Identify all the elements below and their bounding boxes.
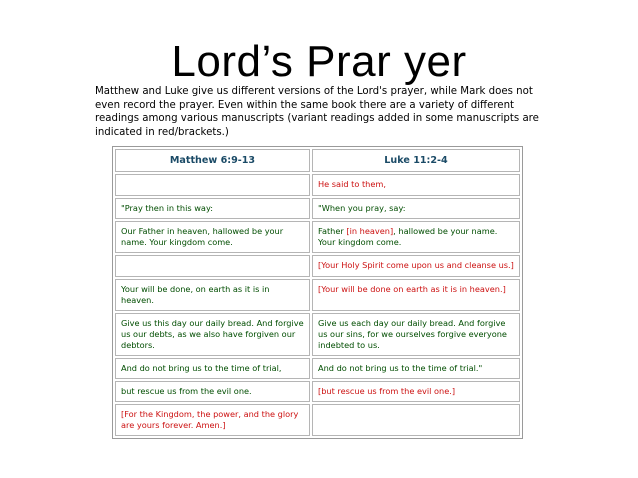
table-row — [115, 313, 520, 356]
table-row — [115, 221, 520, 253]
comparison-table — [112, 146, 523, 439]
luke-cell: He said to them, — [312, 174, 520, 196]
luke-cell: "When you pray, say: — [312, 198, 520, 219]
table-header-row — [115, 149, 520, 172]
luke-cell: [Your Holy Spirit come upon us and cleanse us.] — [312, 255, 520, 277]
intro-paragraph: Matthew and Luke give us different versions of the Lord's prayer, while Mark does not even record the prayer. Even within the same book there are a variety of different readings among various manuscripts (variant readings added in some manuscripts are indicated in red/brackets.) — [95, 86, 539, 138]
luke-variant-text: [in heaven] — [346, 226, 394, 236]
header-luke: Luke 11:2-4 — [312, 149, 520, 172]
luke-text: Father — [318, 226, 347, 236]
table-row — [115, 279, 520, 311]
table-row — [115, 255, 520, 277]
luke-cell — [312, 221, 520, 253]
luke-cell — [312, 404, 520, 436]
matthew-cell — [115, 174, 310, 196]
page-title: Lord’s Prar yer — [171, 37, 467, 86]
table-row — [115, 198, 520, 219]
matthew-cell: Our Father in heaven, hallowed be your name. Your kingdom come. — [115, 221, 310, 253]
luke-cell: [but rescue us from the evil one.] — [312, 381, 520, 402]
luke-cell: Give us each day our daily bread. And forgive us our sins, for we ourselves forgive everyone indebted to us. — [312, 313, 520, 356]
luke-cell: And do not bring us to the time of trial." — [312, 358, 520, 379]
matthew-cell: Your will be done, on earth as it is in heaven. — [115, 279, 310, 311]
table-row — [115, 174, 520, 196]
matthew-cell: Give us this day our daily bread. And forgive us our debts, as we also have forgiven our debtors. — [115, 313, 310, 356]
matthew-cell: And do not bring us to the time of trial, — [115, 358, 310, 379]
table-row — [115, 381, 520, 402]
table-row — [115, 358, 520, 379]
matthew-cell: "Pray then in this way: — [115, 198, 310, 219]
table-row — [115, 404, 520, 436]
luke-cell: [Your will be done on earth as it is in heaven.] — [312, 279, 520, 311]
luke-text: , hallowed be your name. Your kingdom come. — [318, 226, 498, 247]
matthew-cell: but rescue us from the evil one. — [115, 381, 310, 402]
header-matthew: Matthew 6:9-13 — [115, 149, 310, 172]
matthew-cell — [115, 255, 310, 277]
matthew-cell: [For the Kingdom, the power, and the glory are yours forever. Amen.] — [115, 404, 310, 436]
